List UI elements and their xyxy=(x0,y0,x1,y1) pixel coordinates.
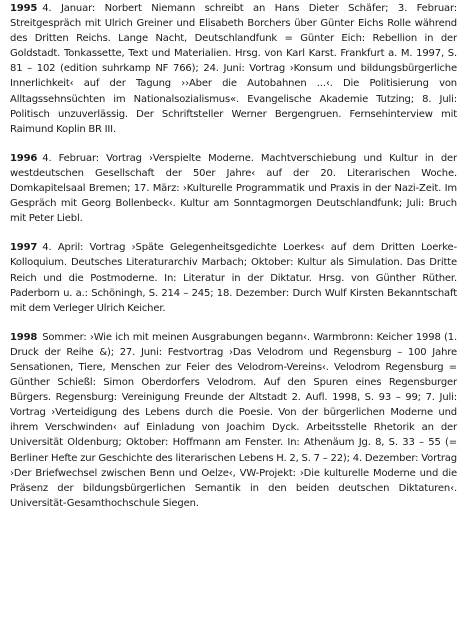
entry-text: 4. April: Vortrag ›Späte Gelegenheitsgedichte Loerkes‹ auf dem Dritten Loerke-Kolloquium. Deutsches Literaturarchiv Marbach; Oktober: Kultur als Simulation. Das Dritte Reich und die Postmoderne. In: Literatur in der Diktatur. Hrsg. von Günther Rüther. Paderborn u. a.: Schöningh, S. 214 – 245; 18. Dezember: Durch Wulf Kirsten Bekanntschaft mit dem Verleger Ulrich Keicher. xyxy=(10,242,457,314)
chronology-entry-1996 xyxy=(10,151,457,226)
chronology-page xyxy=(10,1,457,525)
chronology-entry-1998 xyxy=(10,330,457,511)
entry-text: 4. Januar: Norbert Niemann schreibt an Hans Dieter Schäfer; 3. Februar: Streitgespräch mit Ulrich Greiner und Elisabeth Borchers über Günter Eichs Rolle während des Dritten Reichs. Lange Nacht, Deutschlandfunk = Günter Eich: Rebellion in der Goldstadt. Tonkassette, Text und Materialien. Hrsg. von Karl Karst. Frankfurt a. M. 1997, S. 81 – 102 (edition suhrkamp NF 766); 24. Juni: Vortrag ›Konsum und bildungsbürgerliche Innerlichkeit‹ auf der Tagung ››Aber die Autobahnen ...‹. Die Politisierung von Alltagssehnsüchten im Nationalsozialismus«. Evangelische Akademie Tutzing; 8. Juli: Politisch unzuverlässig. Der Schriftsteller Werner Bergengruen. Fernsehinterview mit Raimund Koplin BR III. xyxy=(10,3,457,135)
entry-paragraph xyxy=(10,330,457,511)
entry-text: Sommer: ›Wie ich mit meinen Ausgrabungen begann‹. Warmbronn: Keicher 1998 (1. Druck der Reihe &); 27. Juni: Festvortrag ›Das Velodrom und Regensburg – 100 Jahre Sensationen, Tiere, Menschen zur Feier des Velodrom-Vereins‹. Velodrom Regensburg = Günther Schießl: Simon Oberdorfers Velodrom. Auf den Spuren eines Regensburger Bürgers. Regensburg: Vereinigung Freunde der Altstadt 2. Aufl. 1998, S. 93 – 99; 7. Juli: Vortrag ›Verteidigung des Lebens durch die Poesie. Von der bürgerlichen Moderne und ihrem Verschwinden‹ auf Einladung von Joachim Dyck. Arbeitsstelle Rhetorik an der Universität Oldenburg; Oktober: Hoffmann am Fenster. In: Athenäum Jg. 8, S. 33 – 55 (= Berliner Hefte zur Geschichte des literarischen Lebens H. 2, S. 7 – 22); 4. Dezember: Vortrag ›Der Briefwechsel zwischen Benn und Oelze‹, VW-Projekt: ›Die kulturelle Moderne und die Präsenz der bildungsbürgerlichen Semantik in den beiden deutschen Diktaturen‹. Universität-Gesamthochschule Siegen. xyxy=(10,331,457,509)
entry-year: 1998 xyxy=(10,331,38,343)
entry-paragraph xyxy=(10,240,457,315)
chronology-entry-1995 xyxy=(10,1,457,137)
entry-year: 1996 xyxy=(10,152,38,164)
entry-year: 1995 xyxy=(10,3,38,14)
chronology-entry-1997 xyxy=(10,240,457,315)
entry-text: 4. Februar: Vortrag ›Verspielte Moderne. Machtverschiebung und Kultur in der westdeutschen Gesellschaft der 50er Jahre‹ auf der 20. Literarischen Woche. Domkapitelsaal Bremen; 17. März: ›Kulturelle Programmatik und Praxis in der Nazi-Zeit. Im Gespräch mit Georg Bollenbeck‹. Kultur am Sonntagmorgen Deutschlandfunk; Juli: Bruch mit Peter Liebl. xyxy=(10,152,457,225)
entry-paragraph xyxy=(10,151,457,226)
entry-year: 1997 xyxy=(10,242,38,254)
entry-paragraph xyxy=(10,1,457,137)
